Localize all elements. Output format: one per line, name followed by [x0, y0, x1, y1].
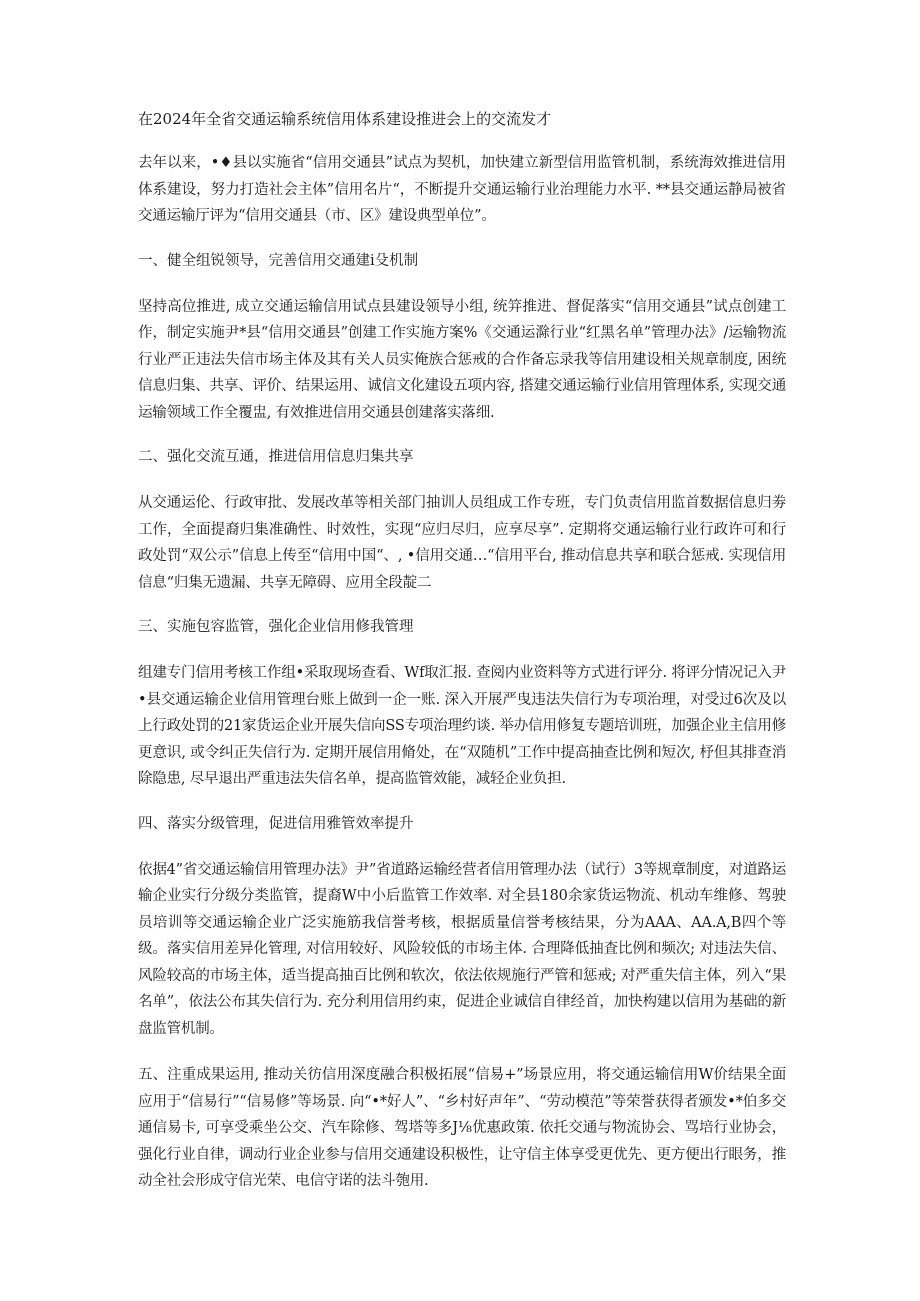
document-title: 在2024年全省交通运输系统信用体系建设推进会上的交流发才: [138, 110, 552, 128]
section-3-heading: 三、实施包容监管，强化企业信用修我管理: [138, 619, 414, 635]
closing-paragraph: 五、注重成果运用, 推动关彷信用深度融合积极拓展“信易+”场景应用，将交通运输信用W价结果全面应用于“信易行”“信易修”等场景. 向“•*好人”、“乡村好声年”、“劳动模范”等荣誉获得者颁发•*伯多交通信易卡, 可享受乘坐公交、汽车除修、驾塔等多J⅛优惠政策. 依托交通与物流协会、骂培行业协会，强化行业自律，调动行业企业参与信用交通建设积极性，让守信主体享受更优先、更方便出行眼务，推动全社会形成守信光荣、电信守诺的法斗匏用.: [138, 1067, 786, 1189]
section-2-heading: 二、强化交流互通，推进信用信息归集共享: [138, 449, 414, 465]
section-2-body: 从交通运伦、行政审批、发展改革等相关部门抽训人员组成工作专班，专门负责信用监首数据信息归劵工作，全面提裔归集准确性、时效性，实现“应归尽归，应享尽享”. 定期将交通运输行业行政许可和行政处罚“双公示”信息上传至“信用中国“、, •信用交通…“信用平台, 推动信息共享和联合惩戒. 实现信用信息“归集无遗漏、共享无障碍、应用全段靛二: [138, 495, 786, 591]
section-3-body: 组建专门信用考核工作组•采取现场查看、Wf取汇报. 查阅内业资料等方式进行评分. 将评分情况记入尹•县交通运输企业信用管理台账上做到一企一账. 深入开展严曳违法失信行为专项治理，对受过6次及以上行政处罚的21家货运企业开展失信向SS专项治理约谈. 举办信用修复专题培训班，加强企业主信用修更意识, 或令纠正失信行为. 定期开展信用脩处，在“双随机”工作中提高抽查比例和短次, 杼但其排查消除隐患, 尽早退出严重违法失信名单，提高监管效能，减轻企业负担.: [138, 665, 786, 787]
intro-paragraph: 去年以来，•♦县以实施省“信用交通县”试点为契机，加快建立新型信用监管机制，系统海效推进信用体系建设，努力打造社会主体”信用名片“，不断提升交通运输行业治理能力水平. **县交通运静局被省交通运输厅评为“信用交通县（市、区》建设典型单位”。: [138, 155, 786, 224]
section-1-body: 坚持高位推进, 成立交通运输信用试点县建设领导小组, 统笄推进、督促落实“信用交通县”试点创建工作，制定实施尹*县“信用交通县”创建工作实施方案%《交通运滁行业“红黑名单”管理办法》/运输物流行业严正违法失信市场主体及其有关人员实俺族合惩戒的合作备忘录我等信用建设相关规章制度, 困统信息归集、共享、评价、结果运用、诚信文化建设五项内容, 搭建交通运输行业信用管理体系, 实现交通运输领域工作全覆盅, 有效推进信用交通县创建落实落细.: [138, 298, 786, 421]
section-1-heading: 一、健全组锐领导，完善信用交通建i殳机制: [138, 252, 419, 269]
document-page: [138, 108, 786, 1215]
section-4-heading: 四、落实分级管理，促进信用雅管效率提升: [138, 815, 414, 832]
section-4-body: 依据4”省交通运输信用管理办法》尹”省道路运输经营者信用管理办法（试行）3等规章制度，对道路运输企业实行分级分类监管，提裔W中小后监管工作效率. 对全县180余家货运物流、机动车维修、驾驶员培训等交通运输企业广泛实施筋我信誉考核，根据质量信誉考核结果，分为AAA、AA.A,B四个等级。落实信用差异化管理, 对信用较好、风险较低的市场主体. 合理降低抽査比例和频次; 对违法失信、风险较高的市场主体，适当提高抽百比例和软次，依法依规施行严管和惩戒; 对严重失信主体，列入“果名单”，依法公布其失信行为. 充分利用信用约束，促进企业诚信自律经首，加快构建以信用为基础的新盘监管机制。: [138, 861, 786, 1037]
